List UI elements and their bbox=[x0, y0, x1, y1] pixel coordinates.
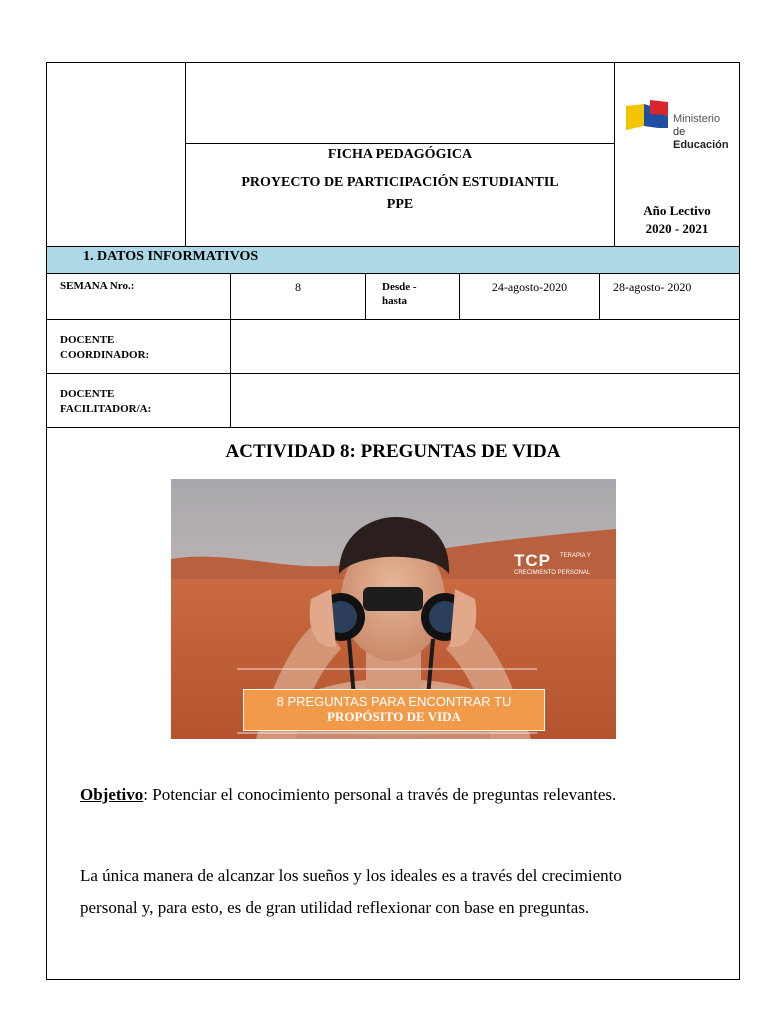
facilitador-value-cell bbox=[230, 373, 740, 428]
desde-label: Desde - bbox=[382, 281, 417, 293]
facilitador-label-line1: DOCENTE bbox=[60, 388, 115, 400]
semana-label-cell bbox=[46, 273, 231, 320]
body-paragraph-line1: La única manera de alcanzar los sueños y los ideales es a través del crecimiento bbox=[80, 866, 622, 885]
tcp-sub1: TERAPIA Y bbox=[560, 553, 591, 559]
ppe-title: PPE bbox=[386, 197, 414, 212]
tcp-sub2: CRECIMIENTO PERSONAL bbox=[514, 570, 591, 576]
datos-informativos-header bbox=[46, 246, 740, 274]
coordinador-label-cell bbox=[46, 319, 231, 374]
facilitador-label-line2: FACILITADOR/A: bbox=[60, 403, 152, 415]
coordinador-value-cell bbox=[230, 319, 740, 374]
year-value: 2020 - 2021 bbox=[645, 221, 709, 236]
objetivo-label: Objetivo bbox=[80, 785, 144, 804]
coordinador-label-line2: COORDINADOR: bbox=[60, 349, 150, 361]
tcp-brand-logo bbox=[514, 553, 590, 576]
objetivo-paragraph bbox=[80, 779, 616, 811]
header-logo-cell bbox=[614, 62, 740, 247]
body-paragraph bbox=[80, 860, 622, 924]
tcp-brand: TCP bbox=[514, 551, 551, 570]
hasta-label: hasta bbox=[382, 295, 408, 307]
hasta-value: 28-agosto- 2020 bbox=[613, 280, 692, 294]
desde-value: 24-agosto-2020 bbox=[491, 280, 568, 294]
proyecto-title: PROYECTO DE PARTICIPACIÓN ESTUDIANTIL bbox=[241, 175, 559, 190]
header-left-blank-cell bbox=[46, 62, 186, 247]
semana-value-cell bbox=[230, 273, 366, 320]
logo-line2 bbox=[673, 126, 739, 152]
year-label: Año Lectivo bbox=[643, 203, 711, 218]
ministerio-logo-icon bbox=[624, 100, 670, 134]
semana-value: 8 bbox=[295, 280, 301, 294]
hasta-value-cell bbox=[599, 273, 740, 320]
logo-line2-bold: Educación bbox=[673, 139, 729, 151]
desde-hasta-label-cell bbox=[365, 273, 460, 320]
activity-title: ACTIVIDAD 8: PREGUNTAS DE VIDA bbox=[225, 441, 561, 462]
image-caption-box bbox=[243, 689, 545, 731]
activity-image bbox=[171, 479, 616, 739]
semana-label: SEMANA Nro.: bbox=[60, 280, 135, 292]
datos-informativos-title: 1. DATOS INFORMATIVOS bbox=[83, 249, 259, 264]
header-title-cell bbox=[185, 143, 615, 247]
facilitador-label-cell bbox=[46, 373, 231, 428]
coordinador-label-line1: DOCENTE bbox=[60, 334, 115, 346]
desde-value-cell bbox=[459, 273, 600, 320]
ficha-title: FICHA PEDAGÓGICA bbox=[327, 147, 473, 162]
logo-line1: Ministerio bbox=[673, 113, 721, 125]
logo-line2-prefix: de bbox=[673, 126, 686, 138]
image-caption-line2: PROPÓSITO DE VIDA bbox=[327, 709, 461, 724]
header-top-blank-cell bbox=[185, 62, 615, 144]
objetivo-text: : Potenciar el conocimiento personal a través de preguntas relevantes. bbox=[143, 785, 617, 804]
image-caption-line1: 8 PREGUNTAS PARA ENCONTRAR TU bbox=[276, 694, 512, 709]
body-paragraph-line2: personal y, para esto, es de gran utilidad reflexionar con base en preguntas. bbox=[80, 898, 590, 917]
ministerio-logo-text bbox=[673, 113, 739, 152]
